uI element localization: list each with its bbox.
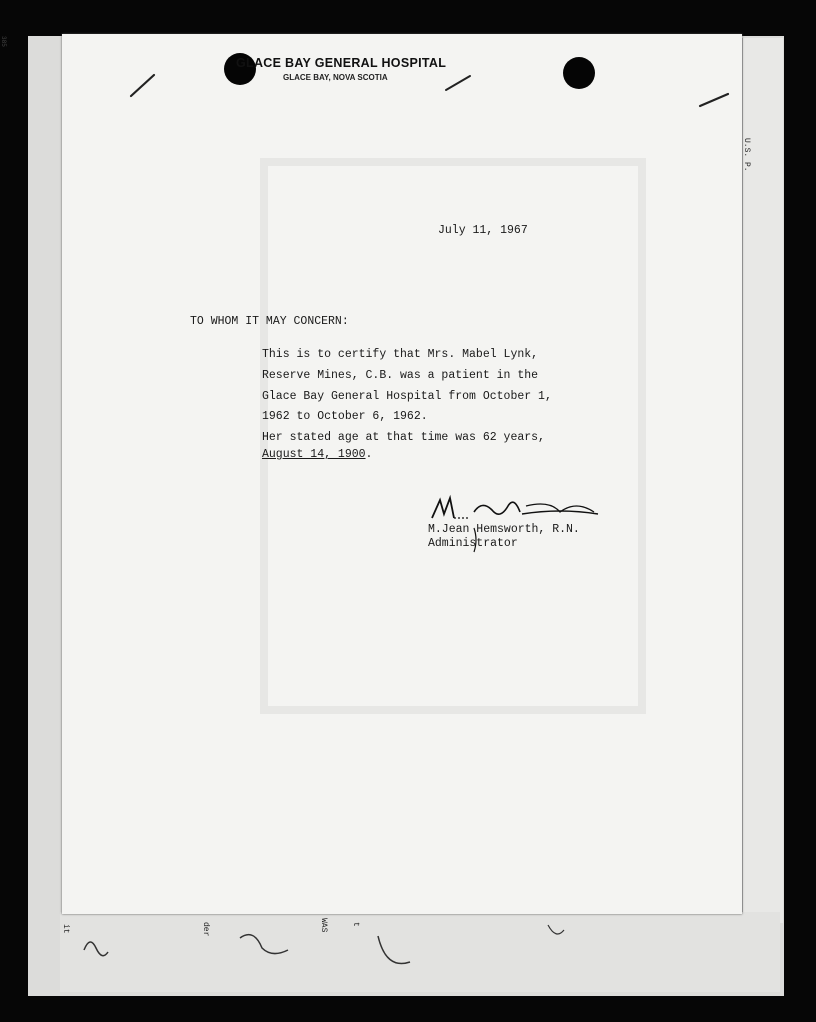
birth-date: August 14, 1900 (262, 448, 366, 461)
letterhead-name: GLACE BAY GENERAL HOSPITAL (236, 56, 447, 70)
edge-text-t: t (351, 922, 360, 927)
page-number: 385 (0, 36, 7, 47)
body-line: 1962 to October 6, 1962. (262, 410, 428, 423)
body-line: This is to certify that Mrs. Mabel Lynk, (262, 348, 539, 361)
letterhead-location: GLACE BAY, NOVA SCOTIA (283, 73, 388, 82)
body-line: Her stated age at that time was 62 years, (262, 431, 545, 444)
salutation: TO WHOM IT MAY CONCERN: (190, 315, 349, 328)
birth-date-period: . (365, 448, 373, 461)
body-line: Glace Bay General Hospital from October 1, (262, 390, 552, 403)
body-line: Reserve Mines, C.B. was a patient in the (262, 369, 539, 382)
signatory-name: M.Jean Hemsworth, R.N. (428, 523, 580, 536)
edge-text-der: der (201, 922, 210, 937)
signatory-title: Administrator (428, 537, 518, 550)
edge-text-it: it (61, 924, 70, 934)
edge-text-was: WAS (319, 918, 328, 933)
letter-date: July 11, 1967 (438, 224, 528, 237)
edge-text-us: U.S. P. (742, 138, 751, 172)
